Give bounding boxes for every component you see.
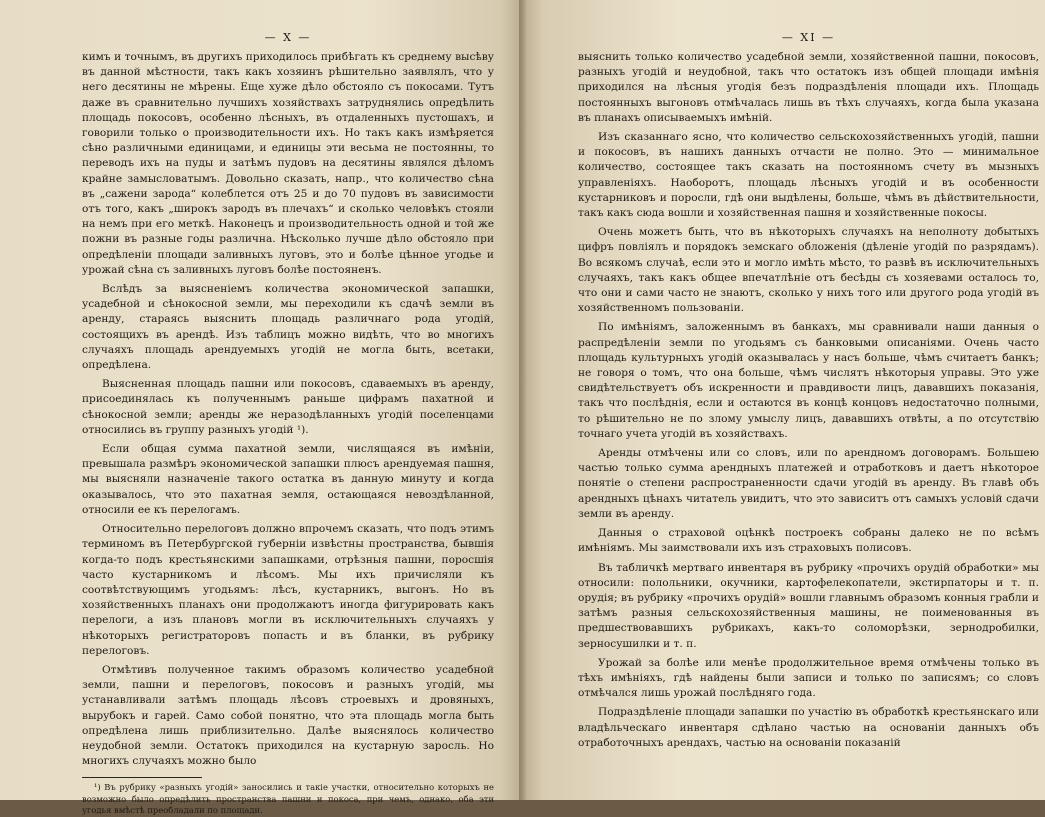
left-page-text [82, 50, 494, 769]
page-number-right: — XI — [781, 31, 836, 44]
paragraph: Отмѣтивъ полученное такимъ образомъ количество усадебной земли, пашни и перелоговъ, покосовъ и разныхъ угодій, мы устанавливали затѣмъ площадь лѣсовъ строевыхъ и дровяныхъ, вырубокъ и гарей. Само собой понятно, что эта площадь могла быть опредѣлена лишь приблизительно. Далѣе выяснялось количество неудобной земли. Остатокъ приходился на кустарную заросль. Но многихъ случаяхъ можно было [82, 663, 494, 768]
right-page [522, 0, 1045, 800]
paragraph: кимъ и точнымъ, въ другихъ приходилось прибѣгать къ среднему высѣву въ данной мѣстности, такъ какъ хозяинъ рѣшительно заявлялъ, что у него десятины не мѣрены. Еще хуже дѣло обстояло съ покосами. Тутъ даже въ сравнительно лучшихъ хозяйствахъ затруднялись опредѣлить площадь покосовъ, особенно лѣсныхъ, въ отдаленныхъ пустошахъ, и говорили только о производительности ихъ. Но такъ какъ измѣряется сѣно различными единицами, и единицы эти весьма не постоянны, то переводъ ихъ на пуды и затѣмъ пудовъ на десятины являлся дѣломъ крайне замысловатымъ. Довольно сказать, напр., что количество сѣна въ „сажени зарода“ колеблется отъ 25 и до 70 пудовъ въ зависимости отъ того, какъ „широкъ зародъ въ плечахъ“ и сколько человѣкъ стояли на немъ при его меткѣ. Наконецъ и производительность одной и той же пожни въ разные годы различна. Нѣсколько лучше дѣло обстояло при опредѣленіи площади заливныхъ луговъ, это и болѣе цѣнное угодье и урожай сѣна съ заливныхъ луговъ болѣе постояненъ. [82, 51, 494, 276]
paragraph: Очень можетъ быть, что въ нѣкоторыхъ случаяхъ на неполноту добытыхъ цифръ повліялъ и порядокъ земскаго обложенія (дѣленіе угодій по разрядамъ). Во всякомъ случаѣ, если это и могло имѣть мѣсто, то развѣ въ исключительныхъ случаяхъ, такъ какъ общее впечатлѣніе отъ бесѣды съ хозяевами осталось то, что они и сами часто не знаютъ, сколько у нихъ того или другого рода угодій въ хозяйственномъ пользованіи. [578, 226, 1039, 315]
paragraph: Изъ сказаннаго ясно, что количество сельскохозяйственныхъ угодій, пашни и покосовъ, въ нашихъ данныхъ отчасти не полно. Это — минимальное количество, состоящее такъ сказать на постоянномъ счету въ мызныхъ управленіяхъ. Наоборотъ, площадь лѣсныхъ угодій и въ особенности кустарниковъ и поросли, гдѣ они выдѣлены, больше, чѣмъ въ дѣйствительности, такъ какъ сюда вошли и хозяйственная пашня и хозяйственные покосы. [578, 131, 1039, 220]
paragraph: Подраздѣленіе площади запашки по участію въ обработкѣ крестьянскаго или владѣльческаго инвентаря сдѣлано частью на основаніи данныхъ объ отработочныхъ арендахъ, частью на основаніи показаній [578, 706, 1039, 749]
page-number-left: — X — [264, 31, 312, 44]
left-page [0, 0, 522, 816]
paragraph: Аренды отмѣчены или со словъ, или по арендномъ договорамъ. Большею частью только сумма арендныхъ платежей и отработковъ и даетъ нѣкоторое понятіе о степени распространенности сдачи угодій въ аренду. Въ главѣ объ арендныхъ цѣнахъ читатель увидитъ, что это зависитъ отъ самыхъ условій сдачи земли въ аренду. [578, 447, 1039, 520]
paragraph: Урожай за болѣе или менѣе продолжительное время отмѣчены только въ тѣхъ имѣніяхъ, гдѣ найдены были записи и только по записямъ; со словъ отмѣчался лишь урожай послѣдняго года. [578, 656, 1039, 700]
footnote-rule [82, 777, 202, 778]
right-page-text [578, 50, 1039, 751]
paragraph: По имѣніямъ, заложеннымъ въ банкахъ, мы сравнивали наши данныя о распредѣленіи земли по угодьямъ съ банковыми описаніями. Очень часто площадь культурныхъ угодій оказывалась у насъ больше, чѣмъ считаетъ банкъ; не говоря о томъ, что она больше, чѣмъ числятъ нѣкоторыя управы. Это уже свидѣтельствуетъ объ искренности и правдивости лицъ, дававшихъ показанія, такъ что послѣднія, если и остаются въ концѣ концовъ недостаточно полными, то рѣшительно не по злому умыслу лицъ, дававшихъ отвѣты, а по отсутствію точнаго учета угодій въ хозяйствахъ. [578, 321, 1039, 440]
paragraph: Выясненная площадь пашни или покосовъ, сдаваемыхъ въ аренду, присоединялась къ полученнымъ раньше цифрамъ пахатной и сѣнокосной земли; аренды же неразодѣланныхъ угодій поселенцами относились въ группу разныхъ угодій ¹). [82, 378, 494, 436]
paragraph: Данныя о страховой оцѣнкѣ построекъ собраны далеко не по всѣмъ имѣніямъ. Мы заимствовали ихъ изъ страховыхъ полисовъ. [578, 527, 1039, 555]
paragraph: Относительно перелоговъ должно впрочемъ сказать, что подъ этимъ терминомъ въ Петербургской губерніи извѣстны пространства, бывшія когда-то подъ крестьянскими запашками, отрѣзныя пашни, поросшія часто кустарникомъ и лѣсомъ. Мы ихъ причисляли къ соотвѣтствующимъ угодьямъ: лѣсъ, кустарникъ, выгонъ. Но въ хозяйственныхъ планахъ они продолжаютъ иногда фигурировать какъ перелоги, а изъ плановъ могли въ исключительныхъ случаяхъ у нѣкоторыхъ регистраторовъ попасть и въ бланки, въ рубрику перелоговъ. [82, 523, 494, 657]
paragraph: Если общая сумма пахатной земли, числящаяся въ имѣніи, превышала размѣръ экономической запашки плюсъ арендуемая пашня, мы выясняли назначеніе такого остатка въ данную минуту и когда оказывалось, что это пахатная земля, остающаяся невоздѣланной, относили ее къ перелогамъ. [82, 443, 494, 516]
paragraph: выяснить только количество усадебной земли, хозяйственной пашни, покосовъ, разныхъ угодій и неудобной, такъ что остатокъ изъ общей площади имѣнія приходился на лѣсныя угодія безъ подраздѣленія площади ихъ. Площадь постоянныхъ выгоновъ отмѣчалась лишь въ тѣхъ случаяхъ, когда была указана въ планахъ описываемыхъ имѣній. [578, 51, 1039, 124]
footnote: ¹) Въ рубрику «разныхъ угодій» заносились и такіе участки, относительно которыхъ не возможно было опредѣлить пространства пашни и покоса, при чемъ, однако, оба эти угодья вмѣстѣ преобладали по площади. [82, 782, 494, 816]
paragraph: Въ табличкѣ мертваго инвентаря въ рубрику «прочихъ орудій обработки» мы относили: полольники, окучники, картофелекопатели, экстирпаторы и т. п. орудія; въ рубрику «прочихъ орудій» вошли главнымъ образомъ конныя грабли и затѣмъ разныя сельскохозяйственныя машины, не поименованныя въ предшествовавшихъ рубрикахъ, какъ-то соломорѣзки, зернодробилки, зерносушилки и т. п. [578, 561, 1039, 650]
paragraph: Вслѣдъ за выясненіемъ количества экономической запашки, усадебной и сѣнокосной земли, мы переходили къ сдачѣ земли въ аренду, стараясь выяснить площадь различнаго рода угодій, состоящихъ въ арендѣ. Изъ таблицъ можно видѣть, что во многихъ случаяхъ площадь арендуемыхъ угодій не могла быть, всетаки, опредѣлена. [82, 283, 494, 372]
